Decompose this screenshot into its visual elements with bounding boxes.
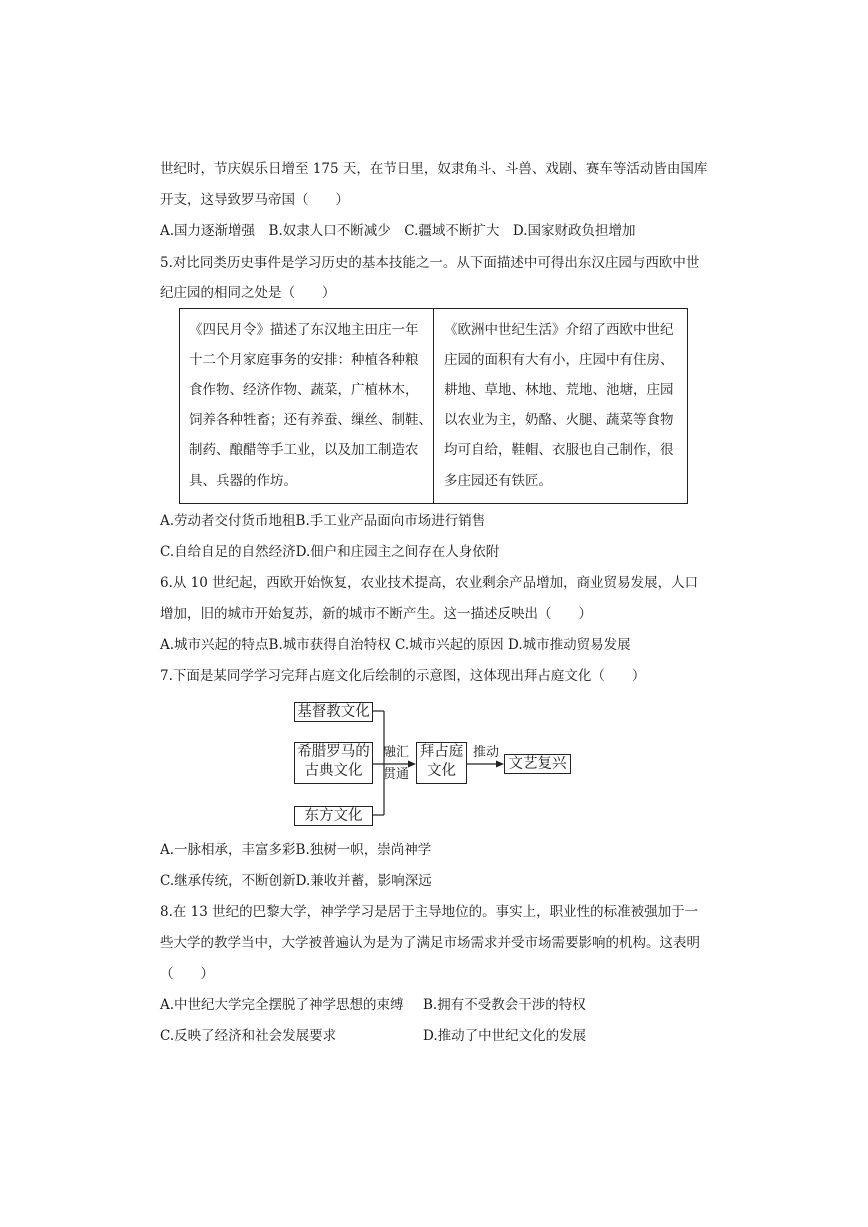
box-greco-roman-label-2: 古典文化 xyxy=(304,763,363,779)
box-eastern-culture xyxy=(294,806,373,826)
q4-stem-line-2: 开支，这导致罗马帝国（ ） xyxy=(160,192,349,208)
q8-option-b: B.拥有不受教会干涉的特权 xyxy=(423,997,586,1013)
push-arrowhead xyxy=(496,761,504,768)
table-right-line-5: 均可自给，鞋帽、衣服也自己制作，很 xyxy=(444,442,674,458)
table-right-line-3: 耕地、草地、林地、荒地、池塘，庄园 xyxy=(444,382,674,398)
q7-options-line-1: A.一脉相承，丰富多彩B.独树一帜，崇尚神学 xyxy=(160,842,432,858)
q8-stem-line-1: 8.在 13 世纪的巴黎大学，神学学习是居于主导地位的。事实上，职业性的标准被强加于一 xyxy=(160,904,699,920)
box-christian-culture-label: 基督教文化 xyxy=(297,704,370,720)
table-left-line-4: 饲养各种牲畜；还有养蚕、缫丝、制鞋、 xyxy=(189,412,432,428)
q6-options: A.城市兴起的特点B.城市获得自治特权 C.城市兴起的原因 D.城市推动贸易发展 xyxy=(160,637,631,653)
merge-label-top: 融汇 xyxy=(382,745,409,760)
q5-options-line-2: C.自给自足的自然经济D.佃户和庄园主之间存在人身依附 xyxy=(160,544,500,560)
table-left-line-2: 十二个月家庭事务的安排：种植各种粮 xyxy=(189,352,419,368)
box-renaissance xyxy=(504,754,571,774)
push-label: 推动 xyxy=(472,745,499,760)
q5-stem-line-2: 纪庄园的相同之处是（ ） xyxy=(160,285,336,301)
box-eastern-culture-label: 东方文化 xyxy=(304,808,363,824)
table-right-line-1: 《欧洲中世纪生活》介绍了西欧中世纪 xyxy=(444,322,674,338)
q8-stem-line-3: （ ） xyxy=(160,966,214,982)
table-left-line-3: 食作物、经济作物、蔬菜，广植林木， xyxy=(189,382,419,398)
table-right-line-2: 庄园的面积有大有小，庄园中有住房、 xyxy=(444,352,674,368)
merge-label-bottom: 贯通 xyxy=(382,767,409,782)
table-left-line-1: 《四民月令》描述了东汉地主田庄一年 xyxy=(189,322,419,338)
table-left-line-5: 制药、酿醋等手工业，以及加工制造农 xyxy=(189,442,419,458)
box-byzantine-label-1: 拜占庭 xyxy=(419,744,464,760)
table-right-line-4: 以农业为主，奶酪、火腿、蔬菜等食物 xyxy=(444,412,674,428)
table-left-line-6: 具、兵器的作坊。 xyxy=(189,473,297,489)
box-byzantine-label-2: 文化 xyxy=(427,763,456,779)
q7-options-line-2: C.继承传统，不断创新D.兼收并蓄，影响深远 xyxy=(160,873,432,889)
box-greco-roman-culture xyxy=(294,742,373,784)
q8-option-c: C.反映了经济和社会发展要求 xyxy=(160,1028,337,1044)
q8-option-d: D.推动了中世纪文化的发展 xyxy=(423,1028,587,1044)
table-right-line-6: 多庄园还有铁匠。 xyxy=(444,473,552,489)
box-christian-culture xyxy=(294,702,373,722)
q6-stem-line-2: 增加，旧的城市开始复苏，新的城市不断产生。这一描述反映出（ ） xyxy=(160,606,592,622)
q5-stem-line-1: 5.对比同类历史事件是学习历史的基本技能之一。从下面描述中可得出东汉庄园与西欧中世 xyxy=(160,255,700,271)
q4-options: A.国力逐渐增强 B.奴隶人口不断减少 C.疆域不断扩大 D.国家财政负担增加 xyxy=(160,223,636,239)
q7-stem: 7.下面是某同学学习完拜占庭文化后绘制的示意图，这体现出拜占庭文化（ ） xyxy=(160,668,646,684)
box-renaissance-label: 文艺复兴 xyxy=(508,756,567,772)
q4-stem-line-1: 世纪时，节庆娱乐日增至 175 天，在节日里，奴隶角斗、斗兽、戏剧、赛车等活动皆由国库 xyxy=(160,161,708,177)
box-byzantine-culture xyxy=(416,742,467,784)
box-greco-roman-label-1: 希腊罗马的 xyxy=(297,744,370,760)
q6-stem-line-1: 6.从 10 世纪起，西欧开始恢复，农业技术提高，农业剩余产品增加，商业贸易发展，人口 xyxy=(160,575,699,591)
q8-stem-line-2: 些大学的教学当中，大学被普遍认为是为了满足市场需求并受市场需要影响的机构。这表明 xyxy=(160,935,700,951)
q8-option-a: A.中世纪大学完全摆脱了神学思想的束缚 xyxy=(160,997,404,1013)
q5-options-line-1: A.劳动者交付货币地租B.手工业产品面向市场进行销售 xyxy=(160,513,486,529)
